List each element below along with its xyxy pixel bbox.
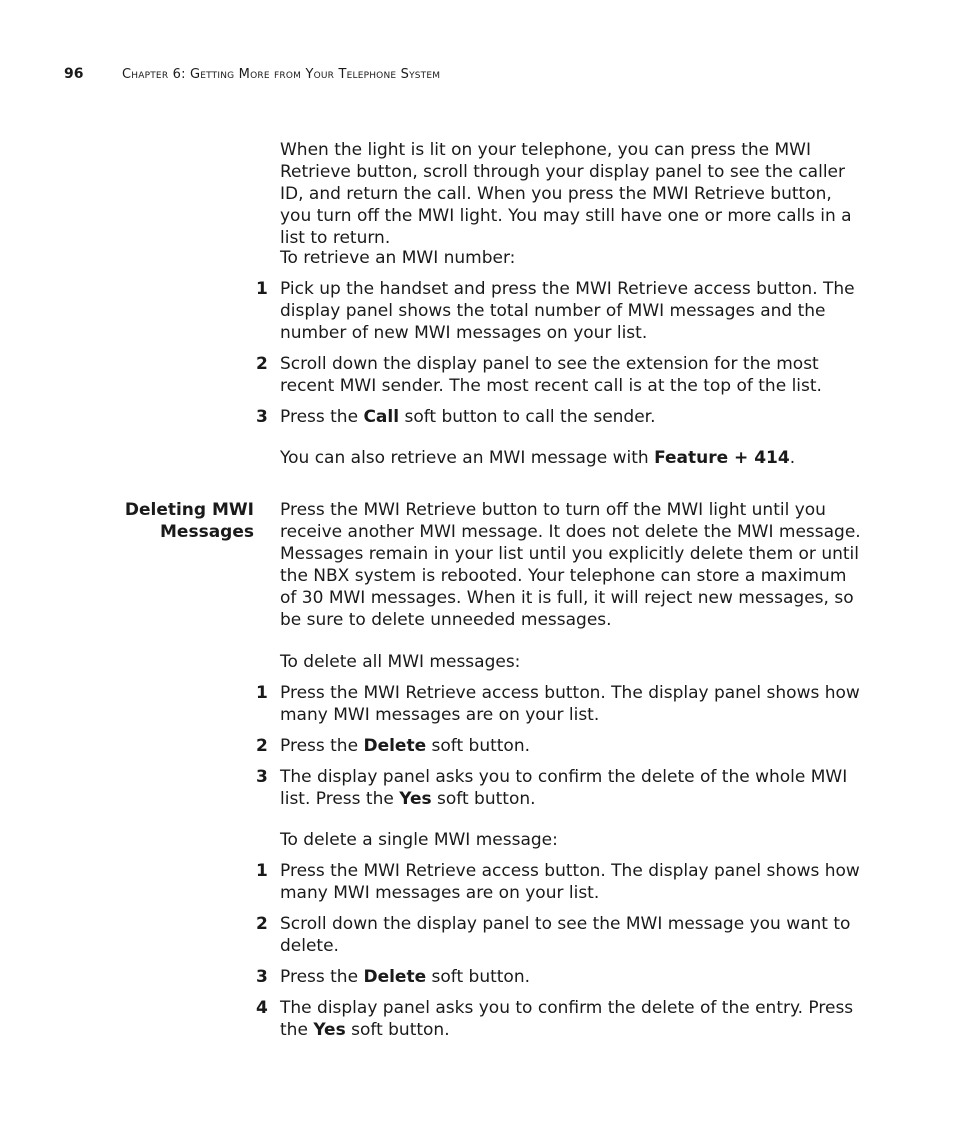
also-retrieve-note: You can also retrieve an MWI message with Feature + 414. [280, 448, 796, 468]
delete-all-step-3: The display panel asks you to confirm the delete of the whole MWI list. Press the Yes soft button. [280, 767, 848, 809]
step-number: 4 [256, 998, 268, 1018]
step-number: 1 [256, 861, 268, 881]
step-number: 1 [256, 279, 268, 299]
page-number: 96 [64, 66, 84, 82]
page-header [64, 66, 440, 82]
delete-all-step-1: Press the MWI Retrieve access button. The display panel shows how many MWI messages are on your list. [280, 683, 860, 725]
retrieve-step-3: Press the Call soft button to call the sender. [280, 407, 656, 427]
delete-single-step-1: Press the MWI Retrieve access button. The display panel shows how many MWI messages are on your list. [280, 861, 860, 903]
step-number: 1 [256, 683, 268, 703]
delete-all-step-2: Press the Delete soft button. [280, 736, 531, 756]
retrieve-step-2: Scroll down the display panel to see the extension for the most recent MWI sender. The most recent call is at the top of the list. [280, 354, 822, 396]
retrieve-step-1: Pick up the handset and press the MWI Retrieve access button. The display panel shows the total number of MWI messages and the number of new MWI messages on your list. [280, 279, 855, 343]
deleting-paragraph: Press the MWI Retrieve button to turn off the MWI light until you receive another MWI message. It does not delete the MWI message. Messages remain in your list until you explicitly delete them or until the NBX system is rebooted. Your telephone can store a maximum of 30 MWI messages. When it is full, it will reject new messages, so be sure to delete unneeded messages. [280, 500, 861, 630]
delete-single-step-3: Press the Delete soft button. [280, 967, 531, 987]
retrieve-lead: To retrieve an MWI number: [280, 248, 516, 268]
delete-all-lead: To delete all MWI messages: [280, 652, 521, 672]
intro-paragraph: When the light is lit on your telephone, you can press the MWI Retrieve button, scroll through your display panel to see the caller ID, and return the call. When you press the MWI Retrieve button, you turn off the MWI light. You may still have one or more calls in a list to return. [280, 140, 852, 248]
step-number: 2 [256, 354, 268, 374]
delete-single-lead: To delete a single MWI message: [280, 830, 558, 850]
step-number: 3 [256, 767, 268, 787]
step-number: 3 [256, 407, 268, 427]
section-heading-deleting-mwi: Deleting MWI Messages [124, 500, 254, 542]
step-number: 3 [256, 967, 268, 987]
step-number: 2 [256, 914, 268, 934]
step-number: 2 [256, 736, 268, 756]
delete-single-step-4: The display panel asks you to confirm the delete of the entry. Press the Yes soft button. [280, 998, 854, 1040]
delete-single-step-2: Scroll down the display panel to see the MWI message you want to delete. [280, 914, 851, 956]
chapter-title: Chapter 6: Getting More from Your Telephone System [122, 67, 441, 82]
